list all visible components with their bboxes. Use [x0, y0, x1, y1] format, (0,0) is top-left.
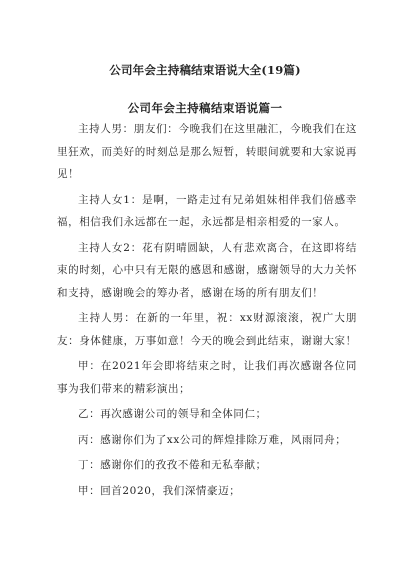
- paragraph-bing: 丙：感谢你们为了xx公司的辉煌排除万难，风雨同舟；: [78, 433, 347, 446]
- paragraph-yi: 乙：再次感谢公司的领导和全体同仁；: [78, 408, 267, 420]
- document-body: [57, 118, 357, 505]
- paragraph-host-male-opening: 主持人男：朋友们：今晚我们在这里融汇，今晚我们在这里狂欢，而美好的时刻总是那么短暂，转眼间就要和大家说再见！: [57, 123, 357, 180]
- paragraph-host-male-closing: 主持人男：在新的一年里，祝：xx财源滚滚，祝广大朋友：身体健康，万事如意！今天的晚会到此结束，谢谢大家！: [57, 312, 357, 347]
- paragraph-host-female-2: 主持人女2：花有阴晴圆缺，人有悲欢离合，在这即将结束的时刻，心中只有无限的感恩和感谢，感谢领导的大力关怀和支持，感谢晚会的筹办者，感谢在场的所有朋友们！: [57, 241, 357, 299]
- paragraph-jia-2: 甲：回首2020，我们深情豪迈；: [78, 484, 241, 497]
- document-title: 公司年会主持稿结束语说大全(19篇): [109, 63, 301, 77]
- paragraph-jia-1: 甲：在2021年会即将结束之时，让我们再次感谢各位同事为我们带来的精彩演出；: [57, 360, 357, 395]
- paragraph-host-female-1: 主持人女1：是啊，一路走过有兄弟姐妹相伴我们倍感幸福，相信我们永远都在一起，永远都是相亲相爱的一家人。: [57, 193, 357, 228]
- paragraph-ding: 丁：感谢你们的孜孜不倦和无私奉献；: [78, 459, 267, 471]
- section-title: 公司年会主持稿结束语说篇一: [127, 101, 283, 115]
